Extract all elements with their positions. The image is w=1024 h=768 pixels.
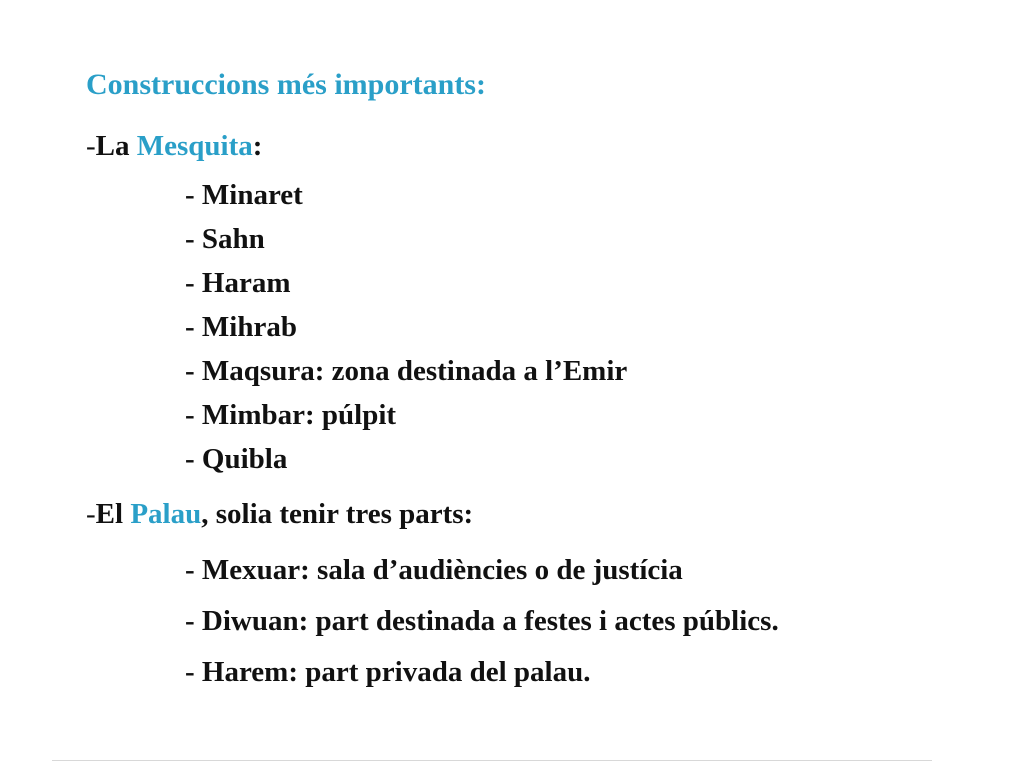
article: El [95, 498, 131, 530]
section-heading-mesquita [86, 130, 262, 163]
list-item: - Mihrab [185, 311, 297, 343]
list-item: - Diwuan: part destinada a festes i actes públics. [185, 605, 779, 637]
list-item: - Sahn [185, 223, 265, 255]
highlight-mesquita: Mesquita [136, 130, 253, 162]
highlight-palau: Palau [130, 498, 202, 530]
list-item: - Mimbar: púlpit [185, 399, 397, 431]
list-item: - Haram [185, 267, 291, 299]
heading-suffix: , solia tenir tres parts: [201, 498, 474, 530]
section-heading-palau [86, 498, 473, 531]
list-item: - Harem: part privada del palau. [185, 656, 591, 688]
article: La [95, 130, 137, 162]
heading-suffix: : [252, 130, 263, 162]
list-item: - Maqsura: zona destinada a l’Emir [185, 355, 628, 387]
dash: - [86, 130, 96, 162]
list-item: - Quibla [185, 443, 288, 475]
palau-list [185, 545, 779, 698]
list-item: - Minaret [185, 179, 303, 211]
slide-title: Construccions més importants: [86, 68, 486, 101]
list-item: - Mexuar: sala d’audiències o de justícia [185, 554, 683, 586]
mesquita-list [185, 173, 627, 481]
dash: - [86, 498, 96, 530]
bottom-divider [52, 760, 932, 761]
